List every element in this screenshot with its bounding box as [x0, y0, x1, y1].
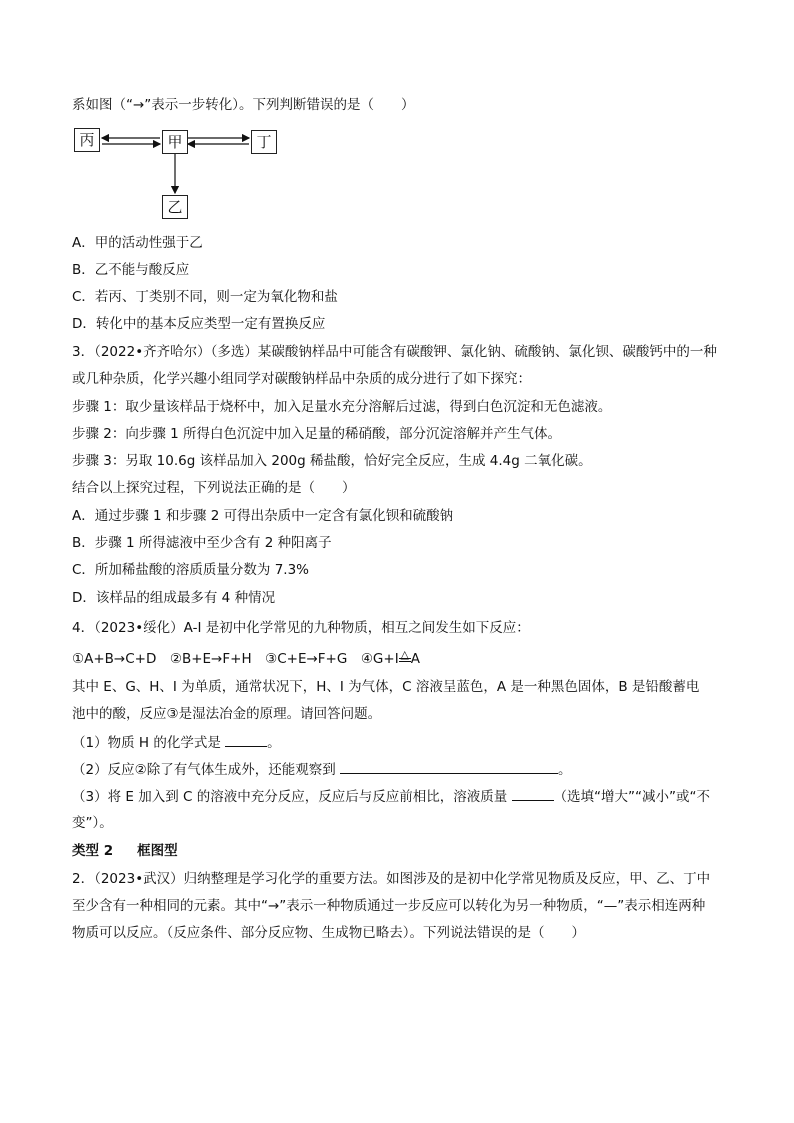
- section-heading: [72, 842, 178, 860]
- q4-desc1: 其中 E、G、H、I 为单质，通常状况下，H、I 为气体，C 溶液呈蓝色，A 是一种黑色固体，B 是铅酸蓄电: [72, 679, 700, 695]
- reaction4-product: A: [410, 651, 420, 667]
- q4-line1: 4．（2023•绥化）A-I 是初中化学常见的九种物质，相互之间发生如下反应：: [72, 620, 530, 636]
- type-label: 类型 2: [72, 843, 114, 859]
- heating-condition: [399, 650, 411, 662]
- q3-option-d: D．该样品的组成最多有 4 种情况: [72, 590, 276, 606]
- heating-triangle: △: [400, 648, 409, 661]
- q4-sub1: [72, 733, 281, 752]
- q4-sub1-blank[interactable]: [225, 733, 267, 747]
- q4-reaction-list: ①A+B→C+D ②B+E→F+H ③C+E→F+G ④G+I: [72, 651, 399, 667]
- q4-desc2: 池中的酸，反应③是湿法冶金的原理。请回答问题。: [72, 706, 382, 722]
- prev-option-b: B．乙不能与酸反应: [72, 262, 190, 278]
- q4-sub2-prompt: （2）反应②除了有气体生成外，还能观察到: [72, 762, 336, 778]
- prev-option-c: C．若丙、丁类别不同，则一定为氧化物和盐: [72, 289, 338, 305]
- q4-sub3-blank[interactable]: [512, 787, 554, 801]
- q4-sub3-line2: 变”）。: [72, 815, 113, 831]
- q3-ask: 结合以上探究过程，下列说法正确的是（ ）: [72, 480, 356, 496]
- transformation-diagram: [74, 124, 294, 224]
- q3-step3: 步骤 3：另取 10.6g 该样品加入 200g 稀盐酸，恰好完全反应，生成 4.4g 二氧化碳。: [72, 453, 592, 469]
- q3-option-a: A．通过步骤 1 和步骤 2 可得出杂质中一定含有氯化钡和硫酸钠: [72, 508, 454, 524]
- q2-line2: 至少含有一种相同的元素。其中“→”表示一种物质通过一步反应可以转化为另一种物质，“—”表示相连两种: [72, 898, 706, 914]
- q3-line1: 3．（2022•齐齐哈尔）（多选）某碳酸钠样品中可能含有碳酸钾、氯化钠、硫酸钠、氯化钡、碳酸钙中的一种: [72, 344, 717, 360]
- q4-reactions: [72, 650, 420, 668]
- q3-step1: 步骤 1：取少量该样品于烧杯中，加入足量水充分溶解后过滤，得到白色沉淀和无色滤液。: [72, 399, 612, 415]
- q4-sub3: [72, 787, 710, 806]
- q4-sub1-prompt: （1）物质 H 的化学式是: [72, 735, 221, 751]
- q4-sub1-end: 。: [267, 735, 281, 751]
- q3-option-b: B．步骤 1 所得滤液中至少含有 2 种阳离子: [72, 535, 332, 551]
- q4-sub2-end: 。: [558, 762, 572, 778]
- type-name: 框图型: [137, 843, 178, 859]
- q4-sub3-options: （选填“增大”“减小”或“不: [553, 789, 710, 805]
- q4-sub3-prompt: （3）将 E 加入到 C 的溶液中充分反应，反应后与反应前相比，溶液质量: [72, 789, 508, 805]
- q4-sub2-blank[interactable]: [340, 760, 558, 774]
- q2-line1: 2．（2023•武汉）归纳整理是学习化学的重要方法。如图涉及的是初中化学常见物质及反应，甲、乙、丁中: [72, 871, 711, 887]
- prev-option-a: A．甲的活动性强于乙: [72, 235, 203, 251]
- box-bing: 丙: [74, 128, 100, 152]
- q3-option-c: C．所加稀盐酸的溶质质量分数为 7.3%: [72, 562, 310, 578]
- box-ding: 丁: [251, 130, 277, 154]
- q3-line2: 或几种杂质，化学兴趣小组同学对碳酸钠样品中杂质的成分进行了如下探究：: [72, 371, 531, 387]
- q3-step2: 步骤 2：向步骤 1 所得白色沉淀中加入足量的稀硝酸，部分沉淀溶解并产生气体。: [72, 426, 562, 442]
- q4-sub2: [72, 760, 572, 779]
- q2-line3: 物质可以反应。（反应条件、部分反应物、生成物已略去）。下列说法错误的是（ ）: [72, 925, 585, 941]
- box-yi: 乙: [162, 195, 188, 219]
- intro-line: 系如图（“→”表示一步转化）。下列判断错误的是（ ）: [72, 97, 415, 113]
- prev-option-d: D．转化中的基本反应类型一定有置换反应: [72, 316, 326, 332]
- box-jia: 甲: [162, 130, 188, 154]
